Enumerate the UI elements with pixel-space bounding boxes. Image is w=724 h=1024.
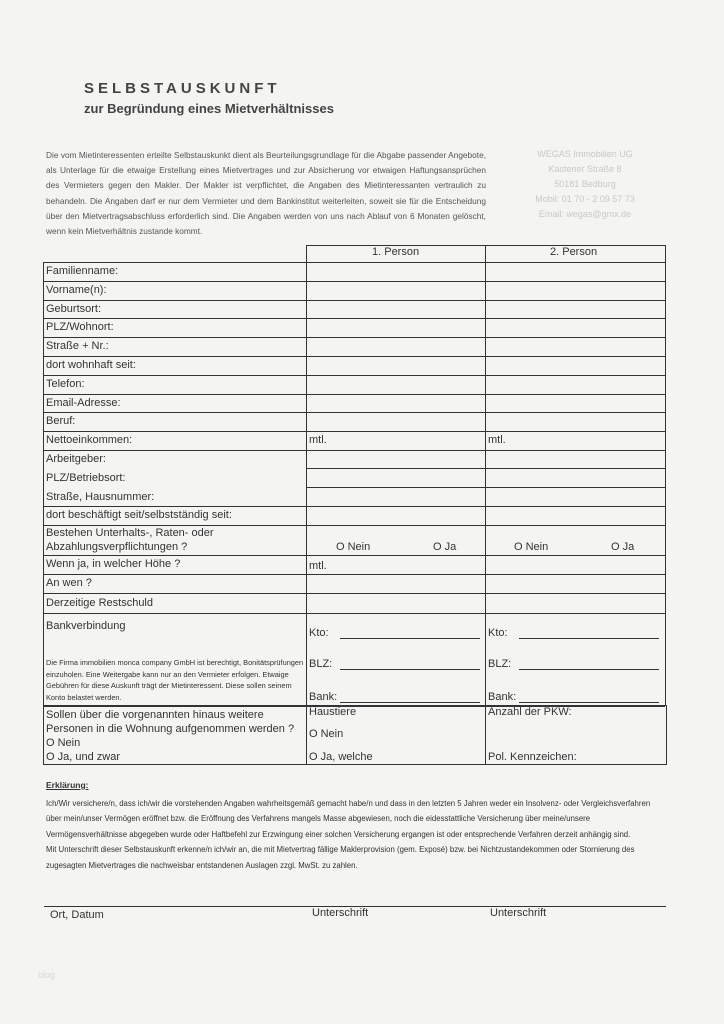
company-city: 50181 Bedburg xyxy=(554,179,616,189)
column-header-person-1: 1. Person xyxy=(372,246,420,258)
employer-field-label-0: Arbeitgeber: xyxy=(46,453,106,465)
table-rule xyxy=(43,764,667,765)
employer-field-label-1: PLZ/Betriebsort: xyxy=(46,472,126,484)
table-rule xyxy=(43,555,665,556)
pets-label: Haustiere xyxy=(309,706,357,718)
place-date-label[interactable]: Ort, Datum xyxy=(50,909,104,921)
kto-label-2: Kto: xyxy=(488,627,508,639)
table-rule xyxy=(43,431,665,432)
field-label-8: Beruf: xyxy=(46,415,76,427)
additional-persons-q2: Personen in die Wohnung aufgenommen werden ? xyxy=(46,723,295,735)
remaining-debt-label: Derzeitige Restschuld xyxy=(46,597,153,609)
declaration-text-2: Mit Unterschrift dieser Selbstauskunft erkenne/n ich/wir an, die mit Mietvertrag fällige Maklerprovision (gem. Exposé) bzw. bei Nichtzustandekommen oder Stornierung des zugesagten Mietvertrages die nachweisbar entstandenen Auslagen zzgl. MwSt. zu zahlen. xyxy=(46,845,635,870)
table-rule xyxy=(43,300,665,301)
table-rule xyxy=(43,574,665,575)
table-rule xyxy=(43,318,665,319)
table-rule xyxy=(306,262,307,765)
blz-label-2: BLZ: xyxy=(488,658,512,670)
declaration xyxy=(46,778,666,873)
obligations-label-1: Bestehen Unterhalts-, Raten- oder xyxy=(46,527,214,539)
company-info xyxy=(505,147,665,222)
field-label-1: Vorname(n): xyxy=(46,284,107,296)
company-phone: Mobil: 01 70 - 2 09 57 73 xyxy=(535,194,635,204)
company-email: Email: wegas@gmx.de xyxy=(538,209,632,219)
watermark: blog xyxy=(38,970,56,980)
table-rule xyxy=(43,394,665,395)
additional-persons-yes[interactable]: O Ja, und zwar xyxy=(46,751,120,763)
intro-text: Die vom Mietinteressenten erteilte Selbstauskunkt dient als Beurteilungsgrundlage für die Abgabe passender Angebote, als Unterlage für die etwaige Erstellung eines Mietvertrages und zur Absicherung vor etwaigen Haftungsansprüchen des Vermieters gegen den Makler. Der Makler ist verpflichtet, die Angaben des Mietinteressanten vertraulich zu behandeln. Die Angaben darf er nur dem Vermieter und dem Bankinstitut weiterleiten, soweit sie für die Entscheidung über den Mietvertragsabschluss erforderlich sind. Die Angaben werden von uns nach Ablauf von 6 Monaten gelöscht, wenn kein Mietverhältnis zustande kommt. xyxy=(46,150,486,237)
declaration-text-1: Ich/Wir versichere/n, dass ich/wir die vorstehenden Angaben wahrheitsgemäß gemacht habe/n und dass in den letzten 5 Jahren weder ein Insolvenz- oder Vergleichsverfahren über mein/unser Vermögen eröffnet bzw. die Eröffnung des Verfahrens mangels Masse abgewiesen, noch die eidesstattliche Versicherung über meine/unsere Vermögensverhältnisse abgegeben wurde oder Haftbefehl zur Erzwingung einer solchen Versicherung ergangen ist oder entsprechende Verfahren derzeit anhängig sind. xyxy=(46,798,651,839)
additional-persons-no[interactable]: O Nein xyxy=(46,737,81,749)
obligations-label-2: Abzahlungsverpflichtungen ? xyxy=(46,541,188,553)
monthly-amount-label: mtl. xyxy=(309,560,327,572)
field-label-2: Geburtsort: xyxy=(46,303,102,315)
pets-no[interactable]: O Nein xyxy=(309,728,344,740)
bank-label: Bankverbindung xyxy=(46,620,126,632)
table-rule xyxy=(43,375,665,376)
table-rule xyxy=(43,593,665,594)
table-rule xyxy=(43,262,665,263)
page-subtitle: zur Begründung eines Mietverhältnisses xyxy=(84,101,334,116)
additional-persons-q1: Sollen über die vorgenannten hinaus weitere xyxy=(46,709,264,721)
radio-yes-person-2[interactable]: O Ja xyxy=(611,541,635,553)
monthly-label-1: mtl. xyxy=(309,434,327,446)
blz-label-1: BLZ: xyxy=(309,658,333,670)
license-plate-label: Pol. Kennzeichen: xyxy=(488,751,577,763)
table-rule xyxy=(43,450,665,451)
page-title: SELBSTAUSKUNFT xyxy=(84,80,281,97)
table-rule xyxy=(43,356,665,357)
blz-input-line xyxy=(340,669,480,670)
column-header-person-2: 2. Person xyxy=(550,246,598,258)
table-rule xyxy=(43,525,665,526)
company-street: Kastener Straße 8 xyxy=(548,164,622,174)
bank-name-label-2: Bank: xyxy=(488,691,517,703)
field-label-6: Telefon: xyxy=(46,378,85,390)
amount-label: Wenn ja, in welcher Höhe ? xyxy=(46,558,181,570)
table-rule xyxy=(485,245,486,262)
bank-note: Die Firma immobilien monca company GmbH ist berechtigt, Bonitätsprüfungen einzuholen. Eine Weitergabe kann nur an den Vermieter erfolgen. Etwaige Gebühren für diese Auskunft trägt der Mietinteressent. Diese sollen seinem Konto belastet werden. xyxy=(46,658,304,702)
field-label-3: PLZ/Wohnort: xyxy=(46,321,114,333)
blz-input-line xyxy=(519,669,659,670)
employed-since-label: dort beschäftigt seit/selbstständig seit: xyxy=(46,509,232,521)
field-label-9: Nettoeinkommen: xyxy=(46,434,133,446)
kto-label-1: Kto: xyxy=(309,627,329,639)
pets-yes[interactable]: O Ja, welche xyxy=(309,751,373,763)
radio-no-person-2[interactable]: O Nein xyxy=(514,541,549,553)
bank-name-label-1: Bank: xyxy=(309,691,338,703)
signature-2-label[interactable]: Unterschrift xyxy=(490,907,547,919)
radio-no-person-1[interactable]: O Nein xyxy=(336,541,371,553)
table-rule xyxy=(306,245,307,262)
table-rule xyxy=(43,281,665,282)
table-rule xyxy=(43,337,665,338)
table-rule xyxy=(43,613,665,614)
field-label-0: Familienname: xyxy=(46,265,119,277)
company-name: WEGAS Immobilien UG xyxy=(537,149,633,159)
field-label-7: Email-Adresse: xyxy=(46,397,121,409)
kto-input-line xyxy=(340,638,480,639)
radio-yes-person-1[interactable]: O Ja xyxy=(433,541,457,553)
table-rule xyxy=(665,262,666,706)
table-rule xyxy=(43,262,44,765)
signature-1-label[interactable]: Unterschrift xyxy=(312,907,369,919)
table-rule xyxy=(666,705,667,765)
table-rule xyxy=(43,506,665,507)
employer-field-label-2: Straße, Hausnummer: xyxy=(46,491,155,503)
kto-input-line xyxy=(519,638,659,639)
field-label-5: dort wohnhaft seit: xyxy=(46,359,136,371)
to-whom-label: An wen ? xyxy=(46,577,92,589)
bank-input-line xyxy=(519,702,659,703)
bank-input-line xyxy=(340,702,480,703)
declaration-heading: Erklärung: xyxy=(46,780,89,790)
cars-label: Anzahl der PKW: xyxy=(488,706,572,718)
monthly-label-2: mtl. xyxy=(488,434,506,446)
field-label-4: Straße + Nr.: xyxy=(46,340,109,352)
table-rule xyxy=(665,245,666,262)
table-rule xyxy=(485,262,486,765)
table-rule xyxy=(43,412,665,413)
